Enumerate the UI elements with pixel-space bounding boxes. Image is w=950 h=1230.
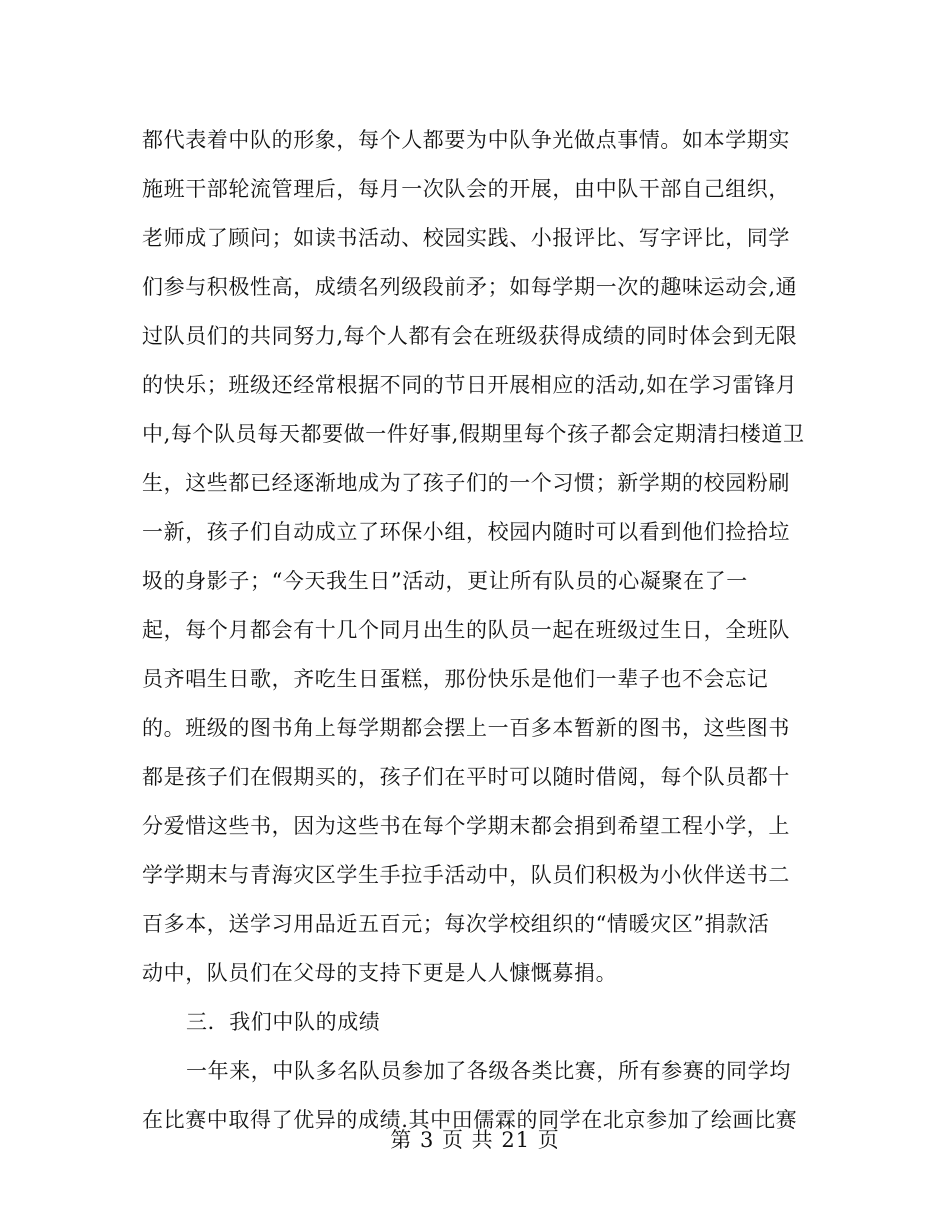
text-line: 动中，队员们在父母的支持下更是人人慷慨募捐。 [142, 961, 618, 985]
text-line: 施班干部轮流管理后，每月一次队会的开展，由中队干部自己组织， [142, 177, 790, 201]
text-line: 们参与积极性高，成绩名列级段前矛；如每学期一次的趣味运动会,通 [142, 275, 798, 299]
text-line: 分爱惜这些书，因为这些书在每个学期末都会捐到希望工程小学，上 [142, 814, 790, 838]
text-line: 百多本，送学习用品近五百元；每次学校组织的“情暖灾区”捐款活 [142, 912, 770, 936]
text-line: 员齐唱生日歌，齐吃生日蛋糕，那份快乐是他们一辈子也不会忘记 [142, 667, 769, 691]
text-line: 都是孩子们在假期买的，孩子们在平时可以随时借阅，每个队员都十 [142, 765, 790, 789]
text-line: 学学期末与青海灾区学生手拉手活动中，队员们积极为小伙伴送书二 [142, 863, 790, 887]
text-line: 生，这些都已经逐渐地成为了孩子们的一个习惯；新学期的校园粉刷 [142, 471, 790, 495]
text-line: 起，每个月都会有十几个同月出生的队员一起在班级过生日，全班队 [142, 618, 790, 642]
text-line: 过队员们的共同努力,每个人都有会在班级获得成绩的同时体会到无限 [142, 324, 798, 348]
text-line: 老师成了顾问；如读书活动、校园实践、小报评比、写字评比，同学 [142, 226, 790, 250]
text-line: 中,每个队员每天都要做一件好事,假期里每个孩子都会定期清扫楼道卫 [142, 422, 805, 446]
text-line: 在比赛中取得了优异的成绩.其中田儒霖的同学在北京参加了绘画比赛 [142, 1108, 798, 1132]
text-line: 一新，孩子们自动成立了环保小组，校园内随时可以看到他们捡拾垃 [142, 520, 790, 544]
text-line: 一年来，中队多名队员参加了各级各类比赛，所有参赛的同学均 [186, 1059, 791, 1083]
document-body [142, 116, 822, 1145]
section-heading: 三．我们中队的成绩 [186, 1010, 381, 1034]
text-line: 的。班级的图书角上每学期都会摆上一百多本暂新的图书，这些图书 [142, 716, 790, 740]
text-line: 圾的身影子；“今天我生日”活动，更让所有队员的心凝聚在了一 [142, 569, 748, 593]
text-line: 都代表着中队的形象，每个人都要为中队争光做点事情。如本学期实 [142, 128, 790, 152]
page-number-footer: 第 3 页 共 21 页 [390, 1128, 560, 1152]
text-line: 的快乐；班级还经常根据不同的节日开展相应的活动,如在学习雷锋月 [142, 373, 798, 397]
